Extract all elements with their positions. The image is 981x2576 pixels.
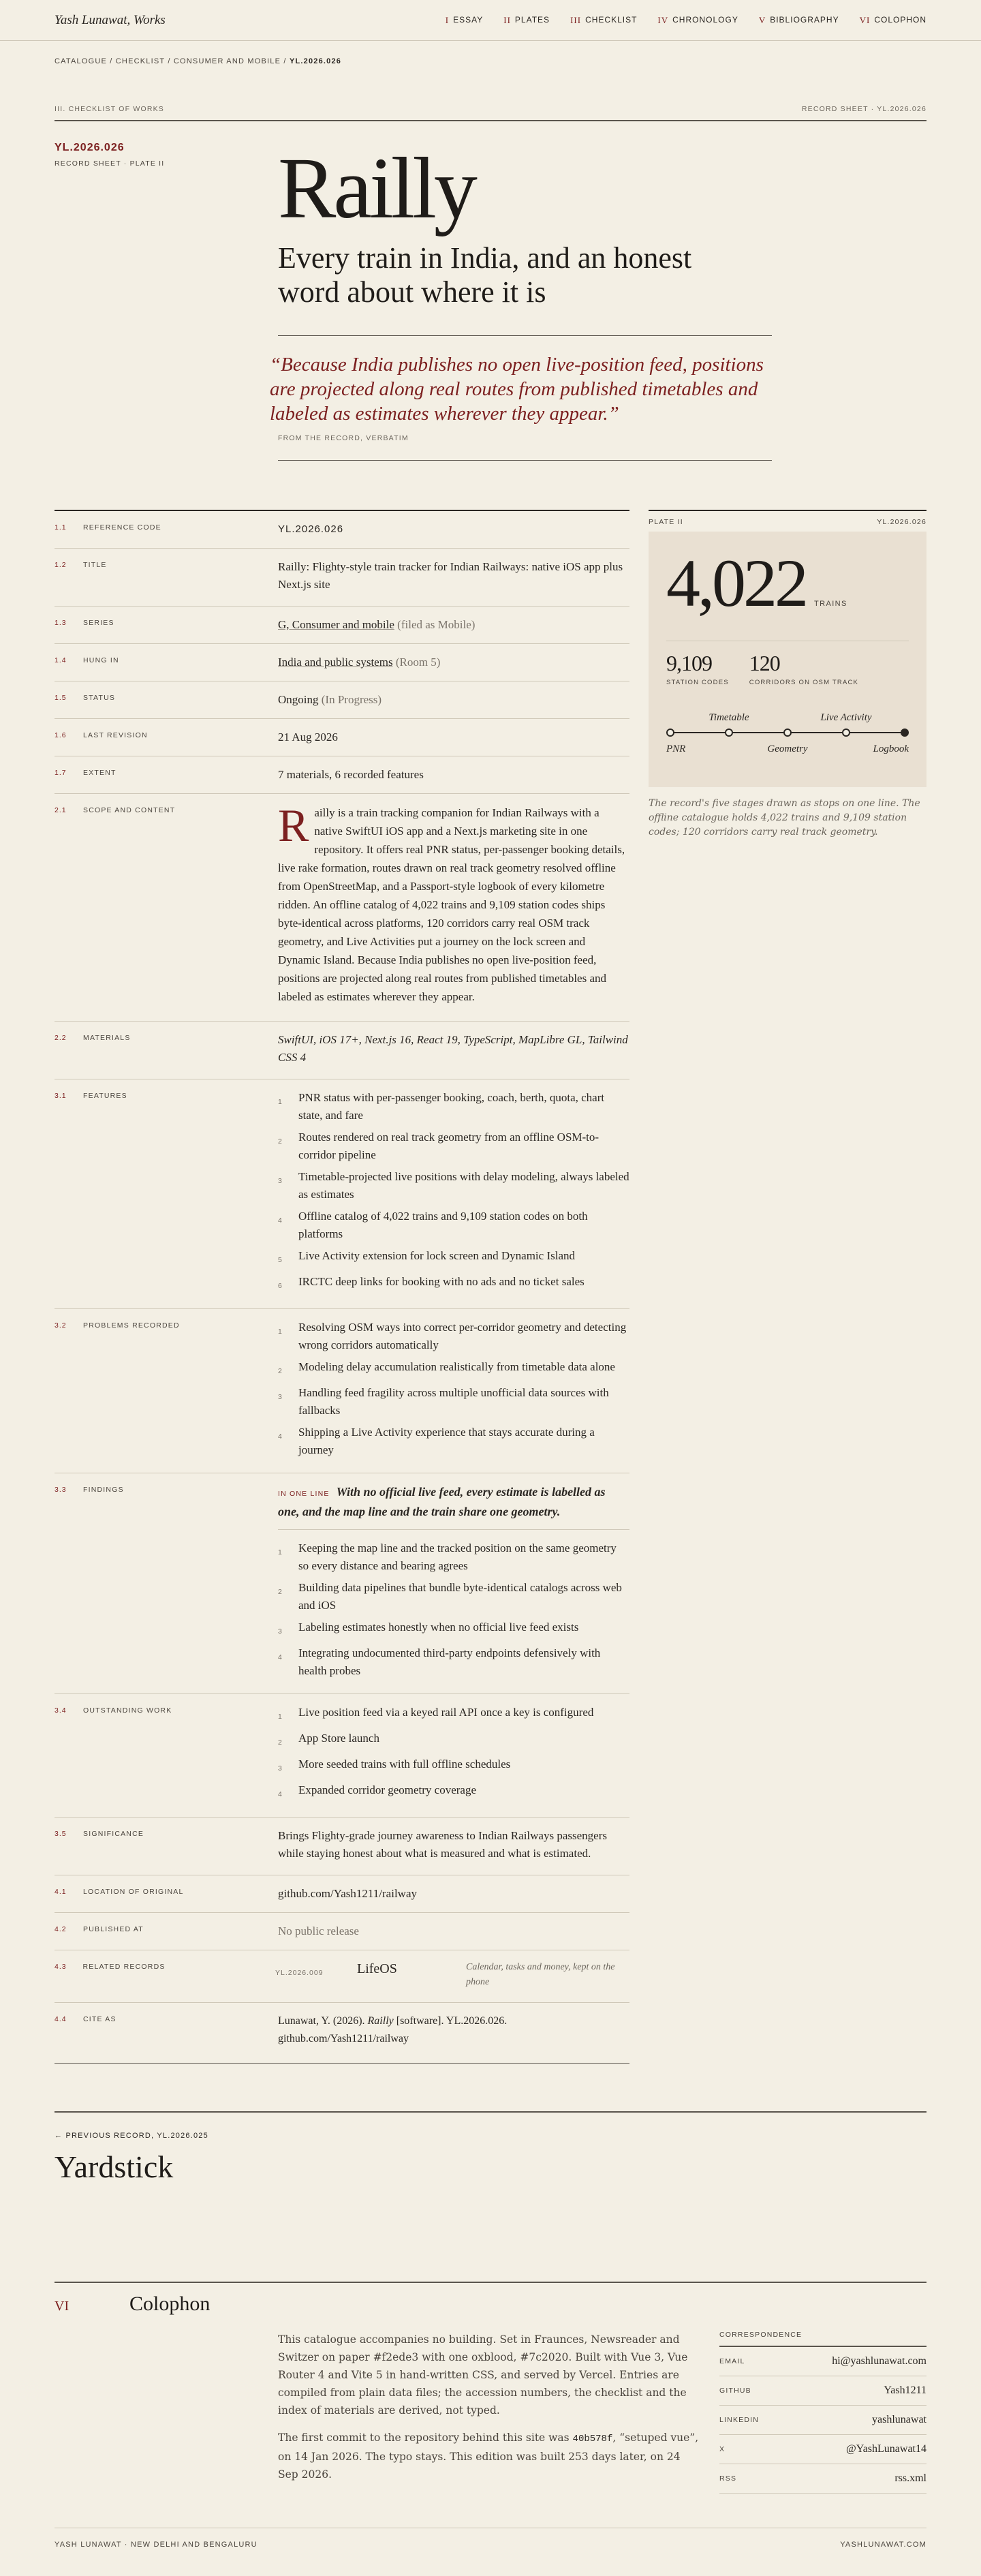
list-item [278,1619,629,1640]
field-num: 1.1 [54,523,67,532]
list-text: Live position feed via a keyed rail API once a key is configured [298,1706,594,1719]
related-desc: Calendar, tasks and money, kept on the phone [466,1962,615,1987]
list-num: 4 [278,1432,282,1441]
field-label: MATERIALS [83,1034,131,1042]
field-num: 1.2 [54,561,67,569]
plate [649,510,926,2064]
list-text: Expanded corridor geometry coverage [298,1783,477,1796]
list-num: 5 [278,1256,282,1264]
nav-num: VI [859,14,871,25]
field-num: 1.4 [54,656,67,664]
field-significance [54,1818,629,1875]
commit-hash: 40b578f [572,2434,613,2444]
colophon-text [278,2331,703,2494]
field-outstanding [54,1694,629,1818]
field-materials [54,1022,629,1079]
contact-key: GITHUB [719,2387,751,2395]
field-num: 3.3 [54,1486,67,1494]
main-nav [446,15,926,26]
list-num: 4 [278,1653,282,1661]
list-text: More seeded trains with full offline schedules [298,1758,511,1770]
field-num: 1.6 [54,731,67,739]
section-label: III. CHECKLIST OF WORKS [54,105,165,113]
previous-record-link[interactable]: ← PREVIOUS RECORD, YL.2026.025 [54,2132,208,2140]
record [0,510,981,2064]
field-value: Brings Flighty-grade journey awareness to Indian Railways passengers while staying honest about what is measured and what is estimated. [278,1829,607,1860]
field-value: 7 materials, 6 recorded features [278,768,424,781]
nav-chronology[interactable] [657,15,738,26]
record-sub: RECORD SHEET · PLATE II [54,159,165,168]
room-note: (Room 5) [395,656,441,669]
field-value: YL.2026.026 [278,523,344,535]
stat-value: 120 [749,651,780,675]
list-text: Integrating undocumented third-party endpoints defensively with health probes [298,1646,601,1677]
field-value [278,1319,629,1463]
series-note: (filed as Mobile) [397,618,476,631]
divider [278,335,772,336]
list-num: 1 [278,1713,282,1721]
series-link[interactable]: G, Consumer and mobile [278,618,394,631]
list-num: 2 [278,1367,282,1375]
stage-label-timetable: Timetable [708,712,749,723]
field-label: CITE AS [83,2015,116,2023]
field-related [54,1950,629,2003]
field-last-revision [54,719,629,756]
field-value: 21 Aug 2026 [278,731,338,743]
field-value [278,691,629,709]
footer-left: YASH LUNAWAT · NEW DELHI AND BENGALURU [54,2541,258,2549]
field-scope [54,794,629,1022]
field-value [278,1483,629,1684]
colophon-num: VI [54,2299,69,2314]
field-label: RELATED RECORDS [82,1963,166,1971]
field-value [278,654,629,671]
field-cite [54,2003,629,2064]
nav-label: BIBLIOGRAPHY [770,14,839,25]
footer [54,2528,926,2576]
list-text: Shipping a Live Activity experience that stays accurate during a journey [298,1426,595,1456]
nav-plates[interactable] [503,15,550,26]
field-label: LAST REVISION [83,731,148,739]
plate-caption: The record's five stages drawn as stops on one line. The offline catalogue holds 4,022 trains and 9,109 station codes; 120 corridors carry real track geometry. [649,798,920,838]
contact-github [719,2376,926,2406]
contact-key: EMAIL [719,2357,745,2365]
pull-quote: “Because India publishes no open live-position feed, positions are projected along real routes from published timetables and labeled as estimates wherever they appear.” [270,354,764,425]
list-text: Resolving OSM ways into correct per-corridor geometry and detecting wrong corridors automatically [298,1321,627,1351]
breadcrumb-path[interactable]: CATALOGUE / CHECKLIST / CONSUMER AND MOBILE / [54,57,290,65]
tagline: Every train in India, and an honest word about where it is [278,241,692,309]
footer-site-link[interactable]: YASHLUNAWAT.COM [840,2541,926,2549]
stage-label-logbook: Logbook [873,743,909,754]
x-link[interactable]: @YashLunawat14 [846,2443,926,2455]
contact-email [719,2347,926,2376]
list-text: Building data pipelines that bundle byte-identical catalogs across web and iOS [298,1581,622,1612]
colophon [54,2282,926,2494]
list-item [278,1168,629,1203]
drop-cap: R [278,799,309,851]
related-record-link[interactable] [275,1960,629,1990]
list-num: 4 [278,1216,282,1225]
stages-line-diagram [666,707,909,761]
previous-record-title[interactable]: Yardstick [54,2149,174,2184]
contact-key: RSS [719,2474,737,2483]
field-num: 4.4 [54,2015,67,2023]
scope-text: ailly is a train tracking companion for Indian Railways with a native SwiftUI iOS app and a Next.js marketing site in one repository. It offers real PNR status, per-passenger booking details, live rake formation, routes drawn on real track geometry resolved offline from OpenStreetMap, and a Passport-style logbook of every kilometre ridden. An offline catalog of 4,022 trains and 9,109 station codes ships byte-identical across platforms, 120 corridors carry real OSM track geometry, and Live Activities put a journey on the lock screen and Dynamic Island. Because India publishes no open live-position feed, positions are projected along real routes from published timetables and labeled as estimates wherever they appear. [278,806,625,1003]
cite-pre: Lunawat, Y. (2026). [278,2015,368,2027]
list-num: 2 [278,1137,282,1146]
colophon-paragraph: This catalogue accompanies no building. Set in Fraunces, Newsreader and Switzer on paper #f2ede3 with one oxblood, #7c2020. Built with Vue 3, Vue Router 4 and Vite 5 in hand-written CSS, and served by Vercel. Entries are compiled from plain data files; the accession numbers, the checklist and the index of materials are derived, not typed. [278,2333,688,2417]
list-num: 1 [278,1098,282,1106]
field-num: 3.5 [54,1830,67,1838]
plate-card [649,532,926,787]
related-code: YL.2026.009 [275,1969,324,1977]
list-item [278,1208,629,1243]
cite-post: [software]. YL.2026.026. github.com/Yash1211/railway [278,2015,508,2044]
field-findings [54,1473,629,1694]
nav-num: I [445,14,450,25]
list-num: 4 [278,1790,282,1798]
list-num: 1 [278,1548,282,1557]
field-num: 4.3 [54,1963,67,1971]
list-item [278,1755,629,1777]
oneline-text: With no official live feed, every estimate is labelled as one, and the map line and the train share one geometry. [278,1485,606,1518]
field-label: PROBLEMS RECORDED [83,1321,180,1330]
field-num: 1.3 [54,619,67,627]
stat-value: 9,109 [666,651,712,675]
contact-key: X [719,2445,726,2453]
list-item [278,1730,629,1751]
nav-essay[interactable] [446,15,483,26]
record-code: YL.2026.026 [54,142,125,153]
list-num: 1 [278,1328,282,1336]
field-num: 2.1 [54,806,67,814]
contact-rss [719,2464,926,2494]
field-value: Railly: Flighty-style train tracker for Indian Railways: native iOS app plus Next.js site [278,560,623,591]
stat-station-codes [666,651,729,686]
outstanding-list [278,1704,629,1803]
stage-stop-geometry [784,729,791,736]
field-label: PUBLISHED AT [83,1925,144,1933]
field-value [278,1089,629,1299]
field-value [278,616,629,634]
hero [0,142,981,461]
problems-list [278,1319,629,1459]
list-num: 6 [278,1282,282,1290]
email-link[interactable]: hi@yashlunawat.com [832,2355,926,2367]
breadcrumb-current: YL.2026.026 [289,57,342,65]
oneline-tag: IN ONE LINE [278,1490,330,1498]
linkedin-link[interactable]: yashlunawat [872,2414,926,2425]
room-link[interactable]: India and public systems [278,656,393,669]
colophon-paragraph [278,2429,703,2483]
field-num: 3.4 [54,1706,67,1715]
nav-num: II [503,14,511,25]
stage-stop-pnr [667,729,674,736]
list-text: App Store launch [298,1732,379,1745]
list-item [278,1704,629,1726]
field-value: SwiftUI, iOS 17+, Next.js 16, React 19, TypeScript, MapLibre GL, Tailwind CSS 4 [278,1033,628,1064]
field-extent [54,756,629,794]
breadcrumb [0,41,981,82]
list-text: Live Activity extension for lock screen and Dynamic Island [298,1249,575,1262]
list-text: Keeping the map line and the tracked position on the same geometry so every distance and bearing agrees [298,1542,617,1572]
quote-source: FROM THE RECORD, VERBATIM [278,434,409,442]
field-num: 3.2 [54,1321,67,1330]
contact-x [719,2435,926,2464]
nav-label: CHRONOLOGY [672,14,738,25]
list-num: 3 [278,1177,282,1185]
field-label: HUNG IN [83,656,119,664]
field-label: SERIES [83,619,114,627]
field-num: 3.1 [54,1092,67,1100]
field-num: 2.2 [54,1034,67,1042]
nav-label: COLOPHON [874,14,926,25]
list-num: 3 [278,1393,282,1401]
field-series [54,607,629,644]
field-value: No public release [278,1925,359,1937]
nav-label: ESSAY [453,14,484,25]
divider [278,460,772,461]
stage-label-pnr: PNR [666,743,686,754]
features-list [278,1089,629,1295]
field-label: SIGNIFICANCE [83,1830,144,1838]
list-text: Modeling delay accumulation realistically from timetable data alone [298,1360,615,1373]
field-label: STATUS [83,694,116,702]
list-text: Routes rendered on real track geometry from an offline OSM-to-corridor pipeline [298,1131,600,1161]
colophon-body [54,2331,926,2494]
field-label: FEATURES [83,1092,127,1100]
field-value [278,1704,629,1807]
sheet-bar [54,105,926,121]
list-item [278,1424,629,1459]
field-label: EXTENT [83,769,116,777]
list-item [278,1384,629,1420]
hero-meta [54,142,278,461]
field-label: SCOPE AND CONTENT [83,806,176,814]
field-location [54,1875,629,1913]
nav-label: PLATES [514,14,550,25]
colophon-p2-pre: The first commit to the repository behind this site was [278,2432,573,2444]
field-label: TITLE [83,561,107,569]
previous-record [54,2111,926,2185]
field-status [54,681,629,719]
stat-label: STATION CODES [666,679,729,686]
stat-label: CORRIDORS ON OSM TRACK [749,679,859,686]
rss-link[interactable]: rss.xml [894,2472,926,2484]
correspondence [719,2331,926,2494]
colophon-header [54,2283,926,2316]
field-label: OUTSTANDING WORK [83,1706,172,1715]
stat-corridors [749,651,858,686]
list-item [278,1579,629,1614]
list-text: Handling feed fragility across multiple unofficial data sources with fallbacks [298,1386,609,1417]
field-value [278,799,629,1006]
page-title: Railly [278,140,475,236]
list-text: Timetable-projected live positions with delay modeling, always labeled as estimates [298,1170,629,1201]
list-item [278,1319,629,1354]
list-text: Labeling estimates honestly when no official live feed exists [298,1621,579,1634]
status-note: (In Progress) [321,693,382,706]
field-title [54,549,629,607]
nav-label: CHECKLIST [585,14,638,25]
colophon-title: Colophon [129,2293,211,2315]
plate-label: PLATE II [649,518,683,526]
findings-list [278,1539,629,1680]
list-item [278,1781,629,1803]
stage-stop-logbook [901,729,909,737]
list-item [278,1273,629,1295]
findings-summary [278,1483,629,1530]
list-item [278,1539,629,1575]
list-item [278,1129,629,1164]
field-published [54,1913,629,1950]
stage-stop-timetable [726,729,732,736]
list-text: Offline catalog of 4,022 trains and 9,109 station codes on both platforms [298,1210,588,1240]
contact-linkedin [719,2406,926,2435]
stage-stop-live-activity [843,729,850,736]
stage-label-live-activity: Live Activity [820,712,872,723]
trains-unit: TRAINS [814,600,847,608]
field-label: LOCATION OF ORIGINAL [83,1888,184,1896]
nav-num: III [570,14,582,25]
field-num: 4.2 [54,1925,67,1933]
field-reference-code [54,511,629,549]
github-link[interactable]: Yash1211 [884,2385,926,2396]
field-value [278,2012,523,2048]
list-num: 3 [278,1764,282,1773]
list-item [278,1644,629,1680]
field-num: 1.5 [54,694,67,702]
list-item [278,1089,629,1124]
plate-big-stat [666,545,909,621]
field-num: 1.7 [54,769,67,777]
status-value: Ongoing [278,693,319,706]
nav-bibliography[interactable] [759,15,839,26]
record-sheet-label: RECORD SHEET · YL.2026.026 [801,105,926,113]
nav-checklist[interactable] [570,15,637,26]
list-text: PNR status with per-passenger booking, coach, berth, quota, chart state, and fare [298,1091,605,1122]
contact-key: LINKEDIN [719,2416,760,2424]
colophon-p2-post: , “setuped vue”, on 14 Jan 2026. The typo stays. This edition was built 253 days later, on 24 Sep 2026. [278,2432,699,2481]
field-problems [54,1309,629,1473]
field-hung-in [54,644,629,681]
related-title: LifeOS [357,1961,397,1976]
nav-num: V [758,14,766,25]
list-item [278,1247,629,1269]
stage-label-geometry: Geometry [767,743,808,754]
nav-colophon[interactable] [860,15,926,26]
field-label: FINDINGS [83,1486,124,1494]
field-num: 4.1 [54,1888,67,1896]
repo-link[interactable]: github.com/Yash1211/railway [278,1887,417,1900]
field-features [54,1079,629,1309]
list-num: 3 [278,1627,282,1636]
record-fields [54,510,629,2064]
brand-link[interactable]: Yash Lunawat, Works [54,12,166,27]
list-num: 2 [278,1588,282,1596]
list-text: IRCTC deep links for booking with no ads and no ticket sales [298,1275,585,1288]
correspondence-header: CORRESPONDENCE [719,2331,926,2347]
hero-main [270,140,772,461]
list-item [278,1358,629,1380]
cite-title: Railly [367,2015,394,2027]
field-label: REFERENCE CODE [83,523,161,532]
trains-count: 4,022 [666,545,806,621]
plate-stats [666,651,909,686]
top-bar [0,0,981,41]
plate-code: YL.2026.026 [877,518,926,526]
nav-num: IV [657,14,669,25]
plate-header [649,510,926,526]
list-num: 2 [278,1738,282,1747]
